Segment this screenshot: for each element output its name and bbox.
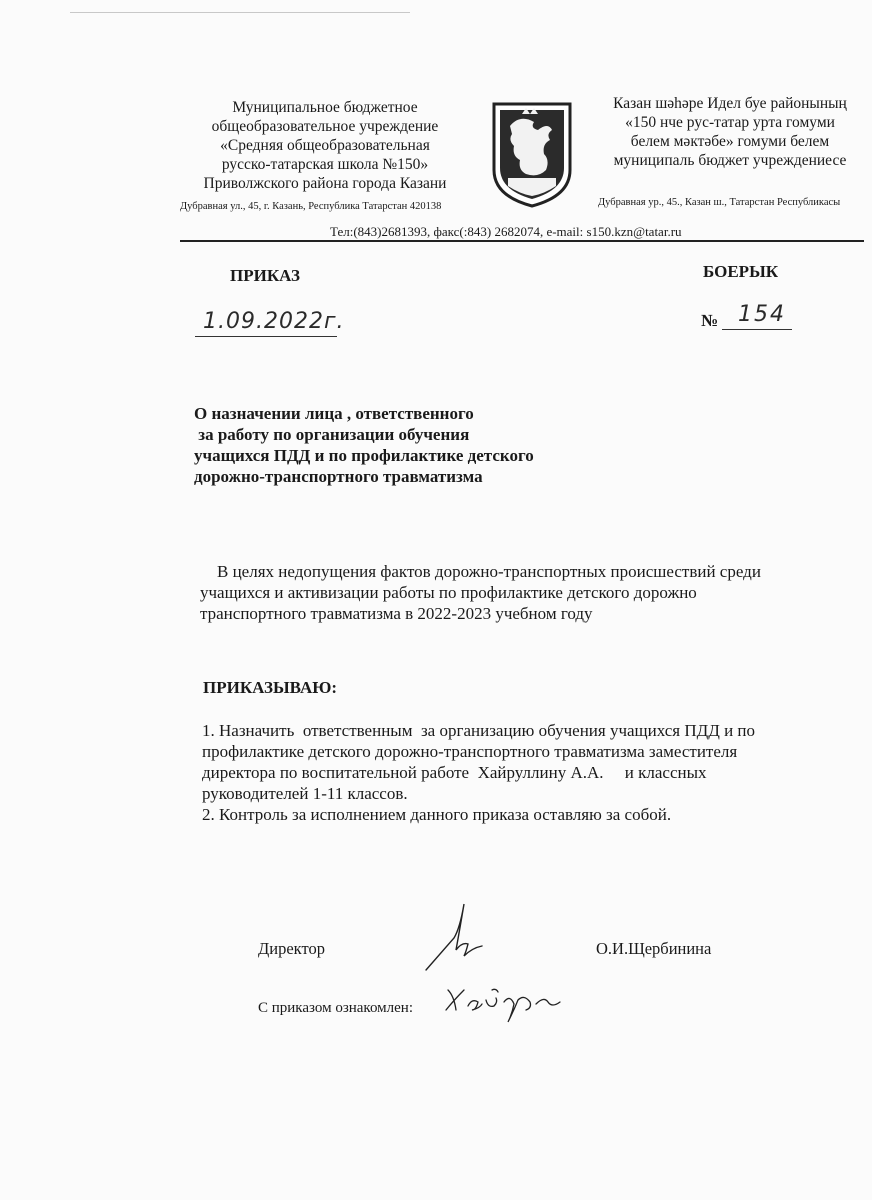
item-line: 2. Контроль за исполнением данного приказа оставляю за собой.: [202, 805, 672, 824]
header-right-line: «150 нче рус-татар урта гомуми: [625, 114, 835, 131]
subject-line: О назначении лица , ответственного: [194, 404, 474, 423]
header-right-line: муниципаль бюджет учреждениесе: [613, 152, 847, 169]
header-left-line: «Средняя общеобразовательная: [220, 137, 430, 154]
order-preamble: [200, 561, 864, 624]
header-left-line: Приволжского района города Казани: [203, 175, 447, 192]
contacts-line: Тел:(843)2681393, факс(:843) 2682074, e-mail: s150.kzn@tatar.ru: [330, 224, 682, 239]
order-number-handwritten: 154: [738, 302, 786, 327]
acknowledgement-signature: [440, 980, 570, 1024]
order-title-tt: БОЕРЫК: [703, 262, 779, 281]
header-right-line: белем мәктәбе» гомуми белем: [630, 133, 830, 150]
preamble-line: транспортного травматизма в 2022-2023 учебном году: [200, 604, 593, 623]
item-line: профилактике детского дорожно-транспортного травматизма заместителя: [202, 742, 738, 761]
header-left-address: Дубравная ул., 45, г. Казань, Республика Татарстан 420138: [180, 201, 442, 212]
header-divider: [180, 240, 864, 242]
scan-edge-line: [70, 12, 410, 13]
header-right-institution: [592, 94, 868, 170]
director-position: Директор: [258, 939, 325, 958]
order-subject: [194, 403, 614, 487]
header-left-institution: [180, 98, 470, 193]
order-number-label: №: [701, 311, 719, 330]
subject-line: за работу по организации обучения: [194, 425, 470, 444]
order-title-ru: ПРИКАЗ: [230, 266, 300, 285]
subject-line: дорожно-транспортного травматизма: [194, 467, 483, 486]
item-line: директора по воспитательной работе Хайруллину А.А. и классных: [202, 763, 707, 782]
header-left-line: русско-татарская школа №150»: [221, 156, 429, 173]
date-underline: [195, 336, 337, 337]
preamble-line: учащихся и активизации работы по профилактике детского дорожно: [200, 583, 697, 602]
subject-line: учащихся ПДД и по профилактике детского: [194, 446, 534, 465]
number-underline: [722, 329, 792, 330]
order-directive-word: ПРИКАЗЫВАЮ:: [203, 678, 338, 697]
kazan-coat-of-arms-icon: [490, 100, 574, 208]
order-items: [202, 720, 866, 825]
header-left-line: Муниципальное бюджетное: [232, 99, 418, 116]
header-right-line: Казан шәһәре Идел буе районының: [613, 95, 847, 112]
header-right-address: Дубравная ур., 45., Казан ш., Татарстан Республикасы: [598, 197, 841, 208]
header-left-line: общеобразовательное учреждение: [211, 118, 439, 135]
item-line: руководителей 1-11 классов.: [202, 784, 408, 803]
preamble-line: В целях недопущения фактов дорожно-транспортных происшествий среди: [200, 562, 761, 581]
director-name: О.И.Щербинина: [596, 939, 712, 958]
order-date-handwritten: 1.09.2022г.: [203, 309, 345, 334]
acknowledged-label: С приказом ознакомлен:: [258, 1000, 414, 1016]
director-signature: [420, 898, 490, 976]
item-line: 1. Назначить ответственным за организацию обучения учащихся ПДД и по: [202, 721, 756, 740]
